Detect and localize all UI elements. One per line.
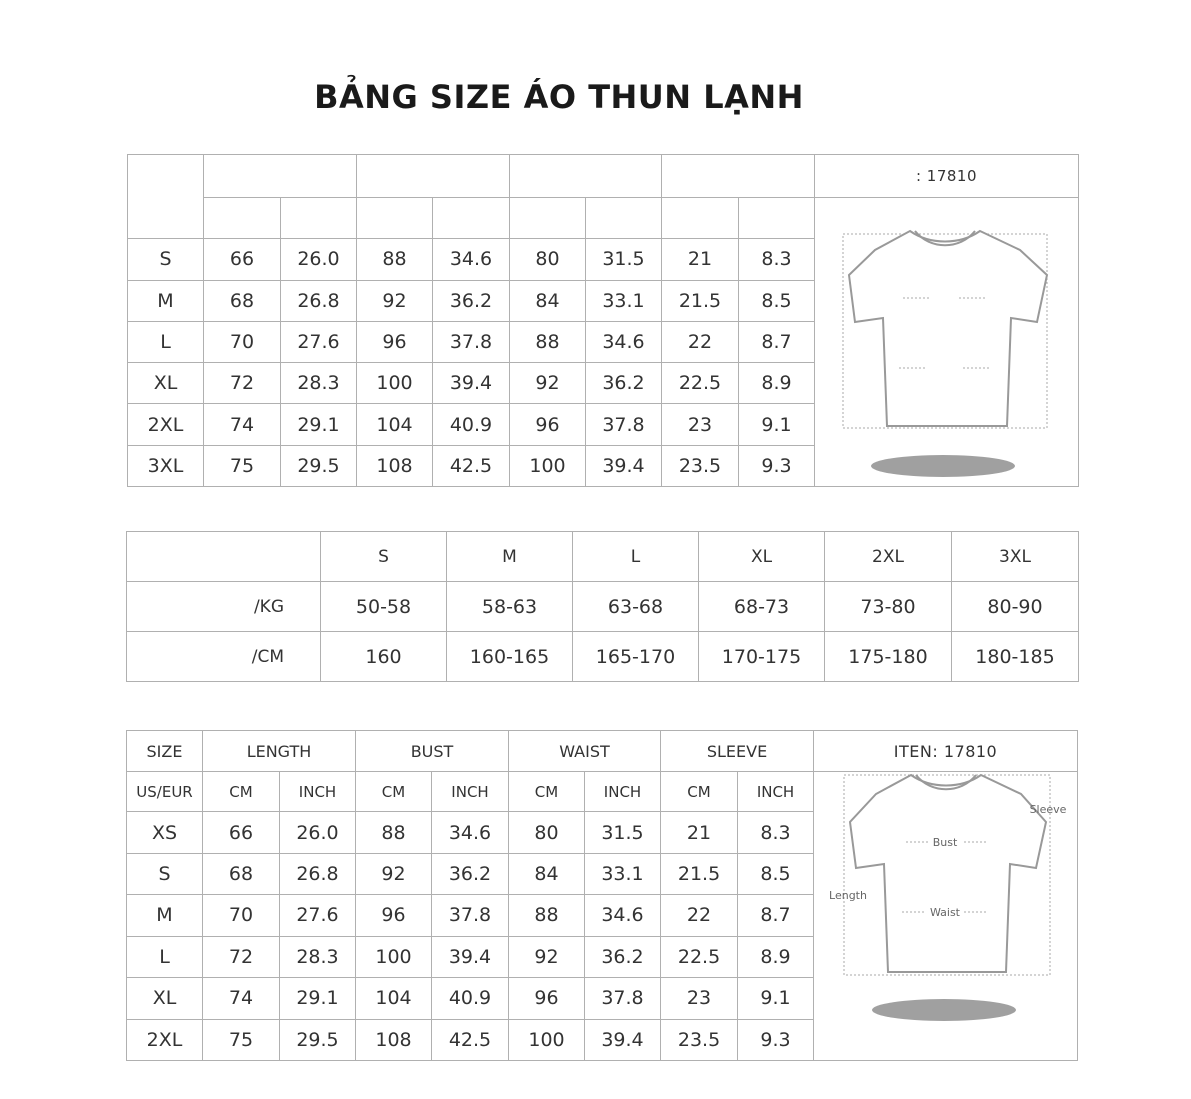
unit-header: INCH xyxy=(280,772,356,812)
range-cell: 58-63 xyxy=(447,582,573,632)
size-column-header: XL xyxy=(699,532,825,582)
measure-cell: 74 xyxy=(203,978,280,1019)
size-column-header: M xyxy=(447,532,573,582)
measure-cell: 104 xyxy=(357,404,433,445)
measure-cell: 92 xyxy=(509,936,585,977)
measure-cell: 75 xyxy=(204,445,281,486)
subheader-empty xyxy=(204,198,281,239)
measure-cell: 26.8 xyxy=(280,853,356,894)
size-cell: M xyxy=(128,280,204,321)
measure-cell: 29.5 xyxy=(280,1019,356,1060)
sleeve-header-empty xyxy=(662,155,815,198)
measure-cell: 29.1 xyxy=(281,404,357,445)
measure-cell: 72 xyxy=(203,936,280,977)
tshirt-diagram-2 xyxy=(814,772,1078,1061)
size-cell: 2XL xyxy=(127,1019,203,1060)
measure-cell: 9.3 xyxy=(738,1019,814,1060)
measure-cell: 27.6 xyxy=(281,321,357,362)
measure-cell: 88 xyxy=(356,812,432,853)
range-cell: 68-73 xyxy=(699,582,825,632)
range-cell: 50-58 xyxy=(321,582,447,632)
measure-cell: 8.3 xyxy=(739,239,815,280)
measure-cell: 26.0 xyxy=(280,812,356,853)
measure-cell: 100 xyxy=(509,1019,585,1060)
measure-cell: 31.5 xyxy=(586,239,662,280)
measure-cell: 72 xyxy=(204,363,281,404)
measure-cell: 23 xyxy=(662,404,739,445)
measure-cell: 37.8 xyxy=(433,321,510,362)
measure-cell: 36.2 xyxy=(432,853,509,894)
weight-height-table xyxy=(126,531,1079,682)
measure-cell: 33.1 xyxy=(585,853,661,894)
measure-cell: 36.2 xyxy=(585,936,661,977)
size-column-header: 3XL xyxy=(952,532,1079,582)
measure-cell: 36.2 xyxy=(433,280,510,321)
measure-cell: 23 xyxy=(661,978,738,1019)
measure-cell: 37.8 xyxy=(585,978,661,1019)
size-cell: XL xyxy=(128,363,204,404)
measure-cell: 23.5 xyxy=(661,1019,738,1060)
measure-cell: 34.6 xyxy=(433,239,510,280)
size-cell: S xyxy=(127,853,203,894)
subheader-empty xyxy=(433,198,510,239)
measure-cell: 108 xyxy=(356,1019,432,1060)
measure-cell: 29.5 xyxy=(281,445,357,486)
unit-header: CM xyxy=(203,772,280,812)
measure-cell: 40.9 xyxy=(433,404,510,445)
range-cell: 160-165 xyxy=(447,632,573,682)
measure-cell: 104 xyxy=(356,978,432,1019)
measure-cell: 37.8 xyxy=(586,404,662,445)
subheader-empty xyxy=(662,198,739,239)
size-cell: L xyxy=(128,321,204,362)
measure-cell: 21.5 xyxy=(662,280,739,321)
measure-cell: 22.5 xyxy=(661,936,738,977)
measure-cell: 96 xyxy=(510,404,586,445)
range-cell: 165-170 xyxy=(573,632,699,682)
waist-header-empty xyxy=(510,155,662,198)
size-column-header: L xyxy=(573,532,699,582)
measure-cell: 84 xyxy=(509,853,585,894)
measure-cell: 108 xyxy=(357,445,433,486)
measure-cell: 100 xyxy=(356,936,432,977)
size-cell: M xyxy=(127,895,203,936)
size-header-empty xyxy=(128,155,204,239)
unit-header: CM xyxy=(661,772,738,812)
measure-cell: 100 xyxy=(357,363,433,404)
measure-cell: 28.3 xyxy=(281,363,357,404)
row-label: /KG xyxy=(127,582,321,632)
measure-cell: 40.9 xyxy=(432,978,509,1019)
subheader-empty xyxy=(281,198,357,239)
length-label: Length xyxy=(829,889,867,902)
size-header: SIZE xyxy=(127,731,203,772)
measure-cell: 8.9 xyxy=(739,363,815,404)
unit-header: INCH xyxy=(738,772,814,812)
measure-cell: 75 xyxy=(203,1019,280,1060)
length-header: LENGTH xyxy=(203,731,356,772)
measure-cell: 33.1 xyxy=(586,280,662,321)
page-title: BẢNG SIZE ÁO THUN LẠNH xyxy=(314,78,804,116)
measure-cell: 27.6 xyxy=(280,895,356,936)
tshirt-diagram-1 xyxy=(815,198,1079,487)
size-cell: S xyxy=(128,239,204,280)
measure-cell: 8.7 xyxy=(738,895,814,936)
waist-header: WAIST xyxy=(509,731,661,772)
measure-cell: 34.6 xyxy=(432,812,509,853)
range-cell: 160 xyxy=(321,632,447,682)
tshirt-measurement-icon xyxy=(814,772,1076,1060)
measure-cell: 29.1 xyxy=(280,978,356,1019)
unit-header: INCH xyxy=(432,772,509,812)
measure-cell: 8.3 xyxy=(738,812,814,853)
measure-cell: 39.4 xyxy=(586,445,662,486)
measure-cell: 28.3 xyxy=(280,936,356,977)
size-table-1 xyxy=(127,154,1079,487)
measure-cell: 37.8 xyxy=(432,895,509,936)
measure-cell: 34.6 xyxy=(585,895,661,936)
measure-cell: 22.5 xyxy=(662,363,739,404)
measure-cell: 23.5 xyxy=(662,445,739,486)
measure-cell: 92 xyxy=(357,280,433,321)
tshirt-measurement-icon xyxy=(815,198,1077,486)
range-cell: 63-68 xyxy=(573,582,699,632)
measure-cell: 88 xyxy=(509,895,585,936)
subheader-empty xyxy=(739,198,815,239)
measure-cell: 21 xyxy=(661,812,738,853)
measure-cell: 96 xyxy=(356,895,432,936)
measure-cell: 96 xyxy=(509,978,585,1019)
measure-cell: 39.4 xyxy=(433,363,510,404)
size-cell: XS xyxy=(127,812,203,853)
measure-cell: 84 xyxy=(510,280,586,321)
measure-cell: 31.5 xyxy=(585,812,661,853)
length-header-empty xyxy=(204,155,357,198)
measure-cell: 34.6 xyxy=(586,321,662,362)
measure-cell: 70 xyxy=(204,321,281,362)
measure-cell: 8.7 xyxy=(739,321,815,362)
sleeve-label: Sleeve xyxy=(1029,803,1067,816)
row-label: /CM xyxy=(127,632,321,682)
measure-cell: 39.4 xyxy=(585,1019,661,1060)
measure-cell: 21 xyxy=(662,239,739,280)
size-column-header: 2XL xyxy=(825,532,952,582)
measure-cell: 42.5 xyxy=(432,1019,509,1060)
bust-header-empty xyxy=(357,155,510,198)
size-cell: 2XL xyxy=(128,404,204,445)
measure-cell: 8.5 xyxy=(738,853,814,894)
size-cell: XL xyxy=(127,978,203,1019)
range-cell: 80-90 xyxy=(952,582,1079,632)
measure-cell: 9.3 xyxy=(739,445,815,486)
measure-cell: 68 xyxy=(203,853,280,894)
measure-cell: 92 xyxy=(356,853,432,894)
measure-cell: 9.1 xyxy=(739,404,815,445)
range-cell: 73-80 xyxy=(825,582,952,632)
size-column-header: S xyxy=(321,532,447,582)
unit-header: CM xyxy=(509,772,585,812)
measure-cell: 80 xyxy=(509,812,585,853)
measure-cell: 8.9 xyxy=(738,936,814,977)
measure-cell: 66 xyxy=(203,812,280,853)
measure-cell: 22 xyxy=(662,321,739,362)
measure-cell: 66 xyxy=(204,239,281,280)
measure-cell: 39.4 xyxy=(432,936,509,977)
measure-cell: 88 xyxy=(510,321,586,362)
measure-cell: 8.5 xyxy=(739,280,815,321)
item-code: ITEN: 17810 xyxy=(814,731,1078,772)
range-cell: 180-185 xyxy=(952,632,1079,682)
waist-label: Waist xyxy=(930,906,961,919)
measure-cell: 9.1 xyxy=(738,978,814,1019)
subheader-empty xyxy=(357,198,433,239)
measure-cell: 80 xyxy=(510,239,586,280)
range-cell: 170-175 xyxy=(699,632,825,682)
bust-label: Bust xyxy=(932,836,958,849)
measure-cell: 74 xyxy=(204,404,281,445)
measure-cell: 26.8 xyxy=(281,280,357,321)
measure-cell: 88 xyxy=(357,239,433,280)
region-header: US/EUR xyxy=(127,772,203,812)
measure-cell: 92 xyxy=(510,363,586,404)
measure-cell: 70 xyxy=(203,895,280,936)
range-cell: 175-180 xyxy=(825,632,952,682)
measure-cell: 100 xyxy=(510,445,586,486)
measure-cell: 96 xyxy=(357,321,433,362)
measure-cell: 36.2 xyxy=(586,363,662,404)
size-table-2 xyxy=(126,730,1078,1061)
measure-cell: 68 xyxy=(204,280,281,321)
unit-header: CM xyxy=(356,772,432,812)
measure-cell: 21.5 xyxy=(661,853,738,894)
bust-header: BUST xyxy=(356,731,509,772)
sleeve-header: SLEEVE xyxy=(661,731,814,772)
unit-header: INCH xyxy=(585,772,661,812)
table-row xyxy=(127,632,1079,682)
size-cell: L xyxy=(127,936,203,977)
size-cell: 3XL xyxy=(128,445,204,486)
empty-corner xyxy=(127,532,321,582)
subheader-empty xyxy=(586,198,662,239)
item-code: : 17810 xyxy=(815,155,1079,198)
measure-cell: 42.5 xyxy=(433,445,510,486)
measure-cell: 26.0 xyxy=(281,239,357,280)
table-row xyxy=(127,582,1079,632)
measure-cell: 22 xyxy=(661,895,738,936)
subheader-empty xyxy=(510,198,586,239)
